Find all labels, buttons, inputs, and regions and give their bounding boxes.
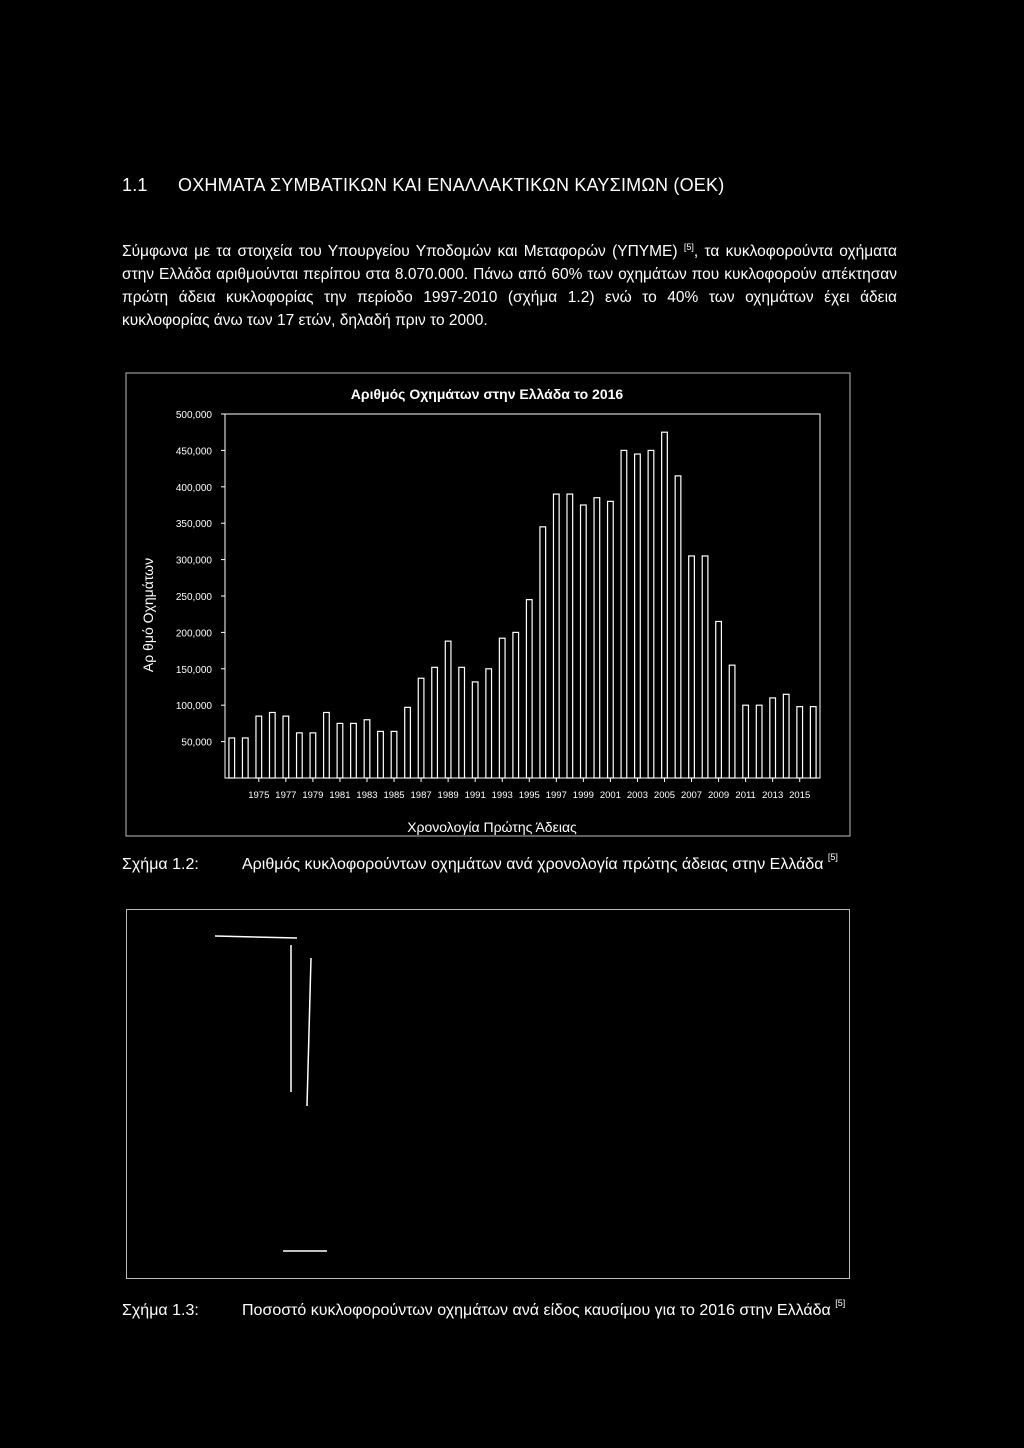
bar [729, 665, 735, 778]
y-tick-label: 50,000 [181, 737, 212, 749]
bar [553, 494, 559, 778]
bar [378, 731, 384, 778]
paragraph-text-2: , τα κυκλοφορούντα οχήματα στην Ελλάδα αριθμούνται περίπου στα 8.070.000. Πάνω από 60% των οχημάτων που κυκλοφορούν απέκτησαν πρώτη άδεια κυκλοφορίας την περίοδο 1997-2010 (σχήμα 1.2) ενώ το 40% των οχημάτων έχει άδεια κυκλοφορίας άνω των 17 ετών, δηλαδή πριν το 2000. [122, 243, 898, 329]
x-tick-label: 1981 [329, 790, 351, 801]
x-tick-label: 2013 [762, 790, 784, 801]
x-tick-label: 1987 [410, 790, 432, 801]
bar [756, 705, 762, 778]
y-tick-label: 450,000 [175, 446, 212, 458]
figure-1-reference: [5] [827, 852, 838, 862]
bar [648, 450, 654, 778]
bar [310, 733, 316, 778]
bar [513, 632, 519, 778]
y-tick-label: 250,000 [175, 592, 212, 603]
figure-line [307, 958, 311, 1106]
bar [337, 723, 343, 778]
chart-title: Αριθμός Οχημάτων στην Ελλάδα το 2016 [350, 386, 624, 402]
bar [499, 638, 505, 778]
y-tick-label: 150,000 [175, 664, 212, 676]
x-tick-label: 1991 [464, 790, 486, 801]
figure-1-label: Σχήμα 1.2: [122, 856, 199, 873]
bar [770, 698, 776, 778]
bar [635, 454, 641, 778]
bar [702, 556, 708, 778]
x-tick-label: 1983 [356, 790, 378, 801]
bar [675, 476, 681, 778]
bar [526, 600, 532, 778]
bar [242, 738, 248, 778]
y-tick-label: 400,000 [175, 482, 212, 494]
bar [269, 712, 275, 778]
figure-2-reference: [5] [835, 1298, 846, 1308]
x-tick-label: 1989 [437, 790, 459, 801]
x-tick-label: 1977 [275, 790, 297, 801]
x-tick-label: 1997 [545, 790, 567, 801]
x-axis-title: Χρονολογία Πρώτης Άδειας [407, 819, 577, 835]
bar [662, 432, 668, 778]
x-tick-label: 1993 [491, 790, 513, 801]
figure-line [215, 936, 297, 938]
bar [486, 669, 492, 778]
bar [256, 716, 262, 778]
bar [432, 667, 438, 778]
fuel-type-figure [126, 909, 850, 1279]
bar [716, 621, 722, 778]
x-tick-label: 2005 [653, 790, 676, 801]
bar [810, 707, 816, 778]
bar [351, 723, 357, 778]
y-tick-label: 100,000 [175, 701, 212, 713]
bar [567, 494, 573, 778]
bar [297, 733, 303, 778]
paragraph-text-1: Σύμφωνα με τα στοιχεία του Υπουργείου Υποδομών και Μεταφορών (ΥΠΥΜΕ) [122, 243, 684, 260]
x-tick-label: 1985 [383, 790, 405, 801]
x-tick-label: 2011 [735, 790, 756, 801]
bar [229, 738, 235, 778]
bar [689, 556, 695, 778]
bar [283, 716, 289, 778]
bar [797, 707, 803, 778]
y-tick-label: 300,000 [175, 555, 212, 567]
bar [621, 450, 627, 778]
figure-2-caption [122, 1298, 846, 1320]
y-axis-title: Αρ θμό Οχημάτων [140, 557, 156, 673]
bar [459, 667, 465, 778]
bar [540, 527, 546, 778]
plot-area [176, 410, 820, 801]
x-tick-label: 1979 [302, 790, 324, 801]
x-tick-label: 1975 [248, 790, 270, 801]
x-tick-label: 2007 [680, 790, 703, 801]
bar [581, 505, 587, 778]
x-tick-label: 2003 [626, 790, 649, 801]
bar [445, 641, 451, 778]
x-tick-label: 2009 [708, 790, 730, 801]
figure-2-caption-text: Ποσοστό κυκλοφορούντων οχημάτων ανά είδος καυσίμου για το 2016 στην Ελλάδα [242, 1302, 836, 1319]
figure-1-caption [122, 852, 838, 874]
x-tick-label: 1999 [572, 790, 594, 801]
bar [472, 682, 478, 778]
figure-1-caption-text: Αριθμός κυκλοφορούντων οχημάτων ανά χρονολογία πρώτης άδειας στην Ελλάδα [242, 856, 828, 873]
fuel-type-figure-lines [127, 910, 851, 1280]
x-tick-label: 2001 [599, 790, 621, 801]
bar [608, 501, 614, 778]
section-title: ΟΧΗΜΑΤΑ ΣΥΜΒΑΤΙΚΩΝ ΚΑΙ ΕΝΑΛΛΑΚΤΙΚΩΝ ΚΑΥΣΙΜΩΝ (ΟΕΚ) [178, 175, 725, 195]
bar [391, 731, 397, 778]
bar [783, 694, 789, 778]
y-tick-label: 200,000 [175, 628, 212, 640]
y-tick-label: 500,000 [175, 410, 212, 421]
bar [418, 678, 424, 778]
bar [594, 498, 600, 778]
y-tick-label: 350,000 [175, 519, 212, 531]
x-tick-label: 1995 [518, 790, 540, 801]
bar [364, 720, 370, 778]
figure-2-label: Σχήμα 1.3: [122, 1302, 199, 1319]
bar [743, 705, 749, 778]
bar [405, 707, 411, 778]
section-number: 1.1 [122, 175, 148, 195]
x-tick-label: 2015 [789, 790, 811, 801]
bar [324, 712, 330, 778]
reference-mark: [5] [683, 242, 694, 252]
